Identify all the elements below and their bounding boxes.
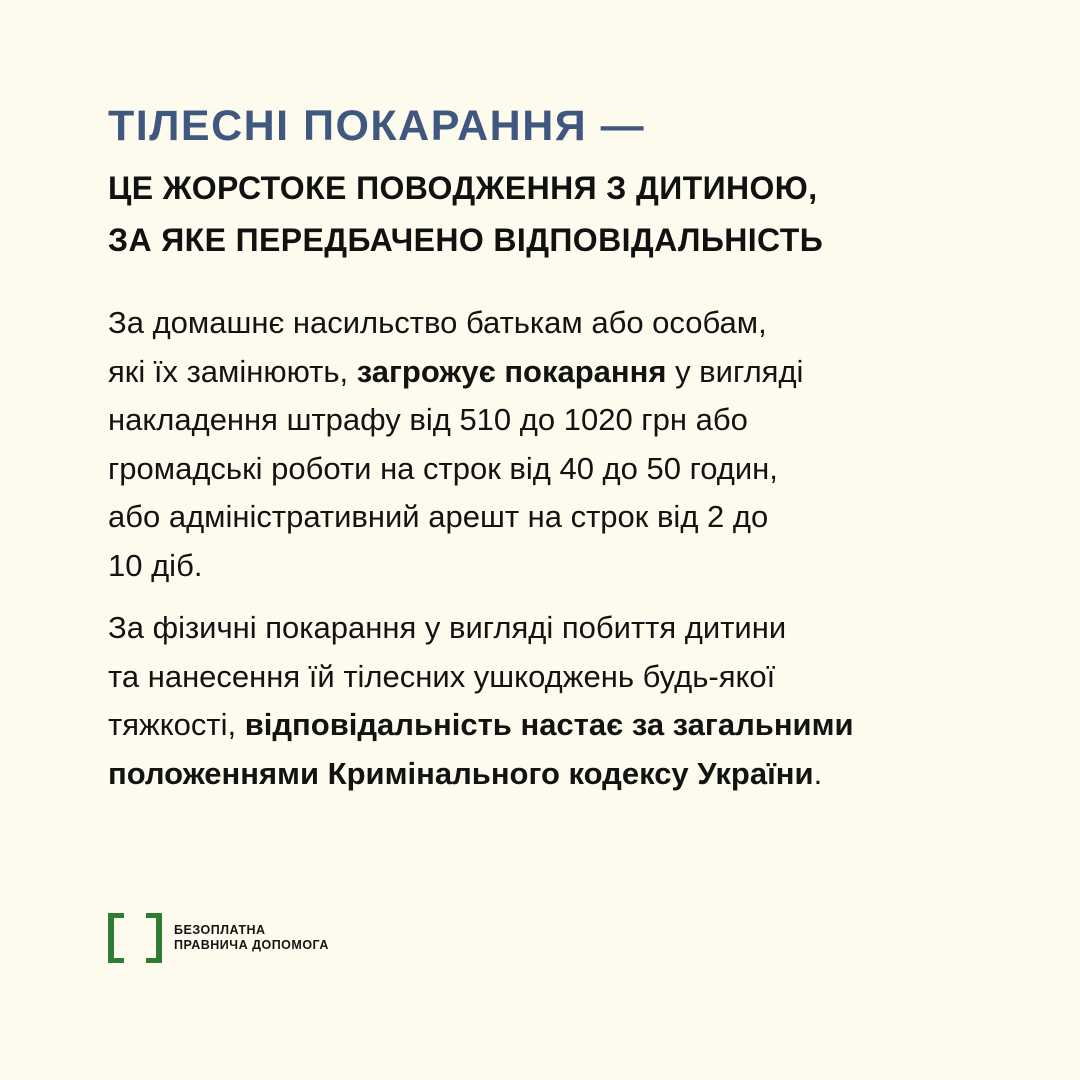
logo-text-line-2: ПРАВНИЧА ДОПОМОГА xyxy=(174,938,329,952)
logo-text xyxy=(174,923,329,953)
paragraph-1-line-2-text: які їх замінюють, xyxy=(108,353,357,389)
paragraph-physical-punishment xyxy=(108,604,854,798)
paragraph-2-emphasis-2: положеннями Кримінального кодексу України xyxy=(108,755,814,791)
paragraph-1-line-1: За домашнє насильство батькам або особам, xyxy=(108,305,767,340)
bracket-logo-icon xyxy=(108,913,162,963)
subtitle-line-2: ЗА ЯКЕ ПЕРЕДБАЧЕНО ВІДПОВІДАЛЬНІСТЬ xyxy=(108,222,824,258)
paragraph-2-line-4-tail: . xyxy=(813,755,823,791)
paragraph-domestic-violence xyxy=(108,299,803,590)
paragraph-1-line-6: 10 діб. xyxy=(108,547,203,583)
paragraph-1-line-5: або адміністративний арешт на строк від 2 до xyxy=(108,499,769,534)
paragraph-1-line-3: накладення штрафу від 510 до 1020 грн або xyxy=(108,402,748,437)
paragraph-1-line-2-tail: у вигляді xyxy=(666,353,804,389)
paragraph-2-line-2: та нанесення їй тілесних ушкоджень будь-якої xyxy=(108,658,776,694)
paragraph-2-line-1: За фізичні покарання у вигляді побиття дитини xyxy=(108,610,787,645)
paragraph-2-emphasis-1: відповідальність настає за загальними xyxy=(244,707,854,742)
paragraph-1-line-2 xyxy=(108,348,803,397)
paragraph-2-line-3 xyxy=(108,701,854,750)
logo-text-line-1: БЕЗОПЛАТНА xyxy=(174,923,266,937)
paragraph-2-line-4 xyxy=(108,750,854,799)
page-subtitle xyxy=(108,162,823,266)
page-title: ТІЛЕСНІ ПОКАРАННЯ — xyxy=(108,102,646,150)
subtitle-line-1: ЦЕ ЖОРСТОКЕ ПОВОДЖЕННЯ З ДИТИНОЮ, xyxy=(108,170,818,206)
organization-logo xyxy=(108,913,329,963)
paragraph-2-line-3-text: тяжкості, xyxy=(108,707,245,742)
paragraph-1-emphasis: загрожує покарання xyxy=(356,353,667,389)
paragraph-1-line-4: громадські роботи на строк від 40 до 50 годин, xyxy=(108,450,778,486)
